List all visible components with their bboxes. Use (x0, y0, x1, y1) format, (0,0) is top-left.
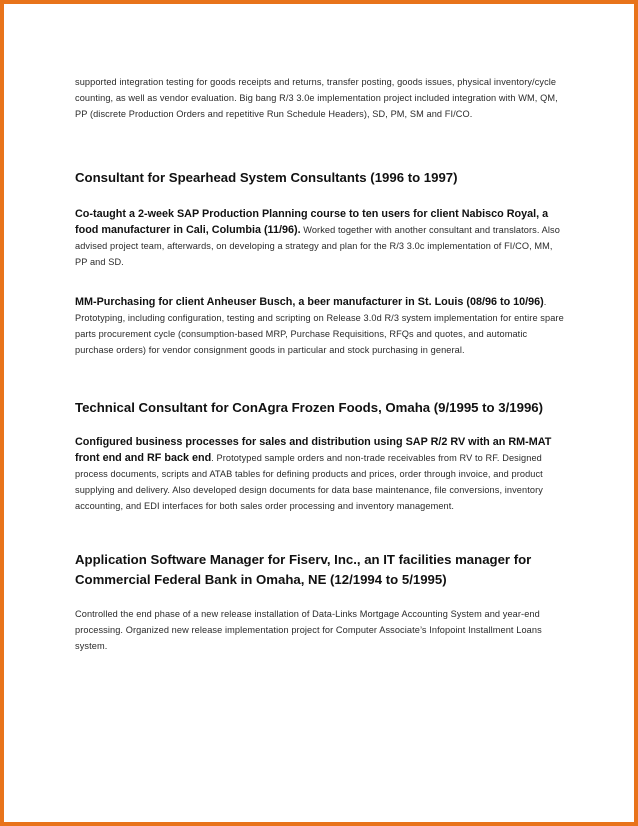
entry-conagra-body: . Prototyped sample orders and non-trade receivables from RV to RF. Designed process documents, scripts and ATAB tables for defining products and prices, order through invoice, and product supplying and delivery. Also developed design documents for data base maintenance, file conversions, inventory accounting, and EDI interfaces for both sales order processing and inventory management. (75, 453, 543, 511)
intro-paragraph: supported integration testing for goods receipts and returns, transfer posting, goods issues, physical inventory/cycle counting, as well as vendor evaluation. Big bang R/3 3.0e implementation project included integration with WM, QM, PP (discrete Production Orders and repetitive Run Schedule Headers), SD, PM, SM and FI/CO. (75, 77, 558, 119)
section-heading-conagra: Technical Consultant for ConAgra Frozen Foods, Omaha (9/1995 to 3/1996) (75, 400, 544, 415)
entry-nabisco (75, 206, 565, 270)
section-heading-fiserv: Application Software Manager for Fiserv, Inc., an IT facilities manager for Commercial Federal Bank in Omaha, NE (12/1994 to 5/1995) (75, 552, 532, 587)
entry-nabisco-lead: Co-taught a 2-week SAP Production Planning course to ten users for client Nabisco Royal, a food manufacturer in Cali, Columbia (11/96). (75, 208, 549, 236)
entry-anheuser-body: . Prototyping, including configuration, testing and scripting on Release 3.0d R/3 system implementation for entire spare parts procurement cycle (consumption-based MRP, Purchase Requisitions, RFQs and quotes, and automatic purchase orders) for vendor consignment goods in particular and stock purchasing in general. (75, 297, 564, 355)
entry-anheuser-lead: MM-Purchasing for client Anheuser Busch, a beer manufacturer in St. Louis (08/96 to 10/96) (75, 296, 544, 308)
document-page (75, 74, 565, 654)
entry-anheuser (75, 294, 565, 358)
entry-fiserv: Controlled the end phase of a new release installation of Data-Links Mortgage Accounting System and year-end processing. Organized new release implementation project for Computer Associate’s Infopoint Installment Loans system. (75, 609, 542, 651)
entry-conagra (75, 434, 565, 514)
section-heading-spearhead: Consultant for Spearhead System Consultants (1996 to 1997) (75, 170, 458, 185)
entry-nabisco-body: Worked together with another consultant and translators. Also advised project team, afterwards, on developing a strategy and plan for the R/3 3.0c implementation of FI/CO, MM, PP and SD. (75, 225, 560, 267)
entry-conagra-lead: Configured business processes for sales and distribution using SAP R/2 RV with an RM-MAT front end and RF back end (75, 436, 552, 464)
